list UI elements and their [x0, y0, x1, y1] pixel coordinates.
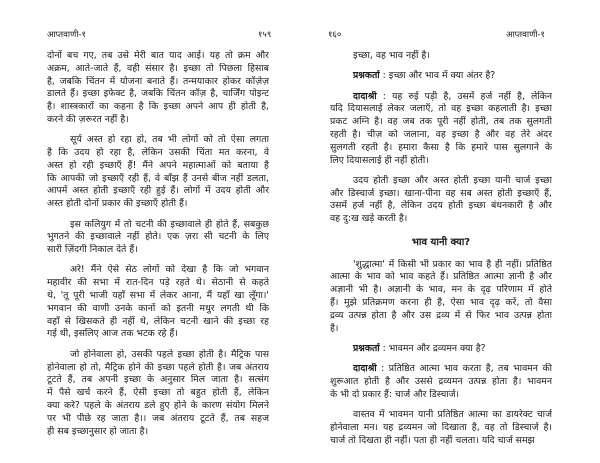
paragraph [330, 175, 552, 226]
text-line: कि आपकी जो इच्छाएँ रही हैं, वे बाँझ हैं उनसे बीज नहीं डलता, [47, 172, 269, 184]
text-line: होनेवाला मन। यह द्रव्यमन जो दिखाता है, वह तो डिस्चार्ज है। [330, 421, 552, 433]
text-line: इच्छा, वह भाव नहीं है। [353, 50, 430, 61]
text-line: टूटते हैं, तब अपनी इच्छा के अनुसार मिल जाता है। सत्संग [47, 374, 269, 386]
text-line: इस कलियुग में तो चटनी की इच्छावाले ही होते हैं, सबकुछ [70, 218, 269, 230]
text-line: वह दु:ख खड़े करती है। [330, 213, 408, 225]
text-line: है। [330, 322, 339, 334]
text-line: शुरूआत होती है और उससे द्रव्यमन उत्पन्न होता है। भावमन [330, 375, 552, 387]
text-line: जो होनेवाला हो, उसकी पहले इच्छा होती है। मैट्रिक पास [70, 348, 269, 360]
text-line: प्रकट अग्नि है। वह जब तक पूरी नहीं होती, तब तक सुलगती [330, 116, 552, 128]
running-title: आप्तवाणी-१ [506, 30, 545, 40]
text-line: आत्मा के भाव को भाव कहते हैं। प्रतिष्ठित आत्मा ज्ञानी है और [330, 271, 552, 283]
text-line: भुगतने की इच्छावाले नहीं होते। एक ज़रा सी चटनी के लिए [47, 231, 269, 243]
right-page [300, 0, 600, 463]
text-line: थे, 'तू पूरी भाजी यहाँ सभा में लेकर आना, मैं यहाँ खा लूँगा।' [47, 290, 269, 302]
text-line: अक्रम, आते-जाते हैं, वही संसार है। इच्छा तो पिछला हिसाब [47, 62, 269, 74]
text-line: हैं। मुझे प्रतिक्रमण करना ही है, ऐसा भाव दृढ़ करें, तो वैसा [330, 296, 552, 308]
text-line: अस्त हो रही इच्छाएँ हैं! मैंने अपने महात्माओं को बताया है [47, 159, 269, 171]
text-line: होनेवाला हो तो, मैट्रिक होने की इच्छा पहले होती है। जब अंतराय [47, 361, 269, 373]
text-line: ही सब इच्छानुसार हो जाता है। [47, 425, 149, 437]
dialogue-paragraph [330, 343, 552, 356]
text-line: है कि उदय हो रहा है, लेकिन उसकी चिंता मत करना, वे [47, 147, 269, 159]
paragraph [47, 219, 269, 257]
page-number: १६० [328, 30, 342, 40]
text-line: सूर्य अस्त हो रहा हो, तब भी लोगों को तो ऐसा लगता [70, 134, 269, 146]
text-line: पर भी पीछे रह जाता है।। जब अंतराय टूटते हैं, तब सहज [47, 412, 269, 424]
text-line: उसमें हर्ज नहीं है, लेकिन उदय होती इच्छा बंधनकारी है और [330, 200, 552, 212]
text-line: दोनों बच गए, तब उसे मेरी बात याद आई। यह तो क्रम और [47, 50, 269, 61]
paragraph [47, 264, 269, 341]
text-line: क्या करे? पहले के अंतराय डले हुए होने के कारण संयोग मिलने [47, 399, 269, 411]
paragraph [47, 50, 269, 127]
paragraph [330, 259, 552, 336]
text-line: रहती है। चीज़ को जलाना, वह इच्छा है और वह तेरे अंदर [330, 128, 552, 140]
text-line: आपमें अस्त होती इच्छाएँ रही हुई हैं। लोगों में उदय होती और [47, 185, 269, 197]
section-heading: भाव यानी क्या? [411, 237, 471, 249]
text-line: प्रश्नकर्ता : भावमन और द्रव्यमन क्या है? [353, 342, 486, 354]
text-line: भगवान की वाणी उनके कानों को इतनी मधुर लगती थी कि [47, 302, 269, 314]
dialogue-paragraph [330, 363, 552, 401]
text-line: दादाश्री : यह रुई पड़ी है, उसमें हर्ज नहीं है, लेकिन [353, 90, 552, 102]
text-line: डालते हैं। इच्छा इफेक्ट है, जबकि चिंतन कॉज़ है, चार्जिंग पोइन्ट [47, 88, 269, 100]
paragraph [330, 409, 552, 447]
speaker-label: दादाश्री [353, 363, 377, 375]
text-line: करने की ज़रूरत नहीं है। [47, 113, 129, 125]
text-line: है, जबकि चिंतन में योजना बनाते हैं। तन्मयाकार होकर कॉज़ेज़ [47, 75, 269, 87]
text-line: महावीर की सभा में रात-दिन पड़े रहते थे। सेठानी से कहते [47, 277, 269, 289]
text-line: और डिस्चार्ज इच्छा। खाना-पीना वह सब अस्त होती इच्छाएँ हैं, [330, 187, 552, 199]
paragraph [47, 134, 269, 211]
text-line: उदय होती इच्छा और अस्त होती इच्छा यानी चार्ज इच्छा [353, 174, 552, 186]
text-line: चार्ज तो दिखता ही नहीं। पता ही नहीं चलता। यदि चार्ज समझ [330, 434, 535, 446]
page-number: १५९ [258, 30, 272, 40]
speaker-label: दादाश्री [353, 90, 377, 102]
text-line: है। शास्त्रकारों का कहना है कि इच्छा अपने आप ही होती है, [47, 101, 269, 113]
page-body [47, 50, 269, 438]
dialogue-paragraph [330, 70, 552, 83]
text-line: यदि दियासलाई लेकर जलाएँ, तो वह इच्छा कहलाती है। इच्छा [330, 103, 552, 115]
text-line: अस्त होती दोनों प्रकार की इच्छाएँ होती हैं। [47, 198, 188, 210]
text-line: 'शुद्धात्मा' में किसी भी प्रकार का भाव है ही नहीं। प्रतिष्ठित [353, 258, 552, 270]
text-line: वहाँ से खिसकते ही नहीं थे, लेकिन चटनी खाने की इच्छा रह [47, 315, 269, 327]
speaker-label: प्रश्नकर्ता [353, 342, 380, 354]
text-line: दादाश्री : प्रतिष्ठित आत्मा भाव करता है, तब भावमन की [353, 363, 552, 375]
text-line: सारी ज़िंदगी निकाल देते हैं। [47, 244, 138, 256]
text-line: वास्तव में भावमन यानी प्रतिष्ठित आत्मा का डायरेक्ट चार्ज [353, 409, 552, 421]
speaker-label: प्रश्नकर्ता [353, 70, 380, 82]
text-line: के भी दो प्रकार हैं: चार्ज और डिस्चार्ज। [330, 388, 460, 400]
text-line: द्रव्य उत्पन्न होता है और उस द्रव्य में से फिर भाव उत्पन्न होता [330, 309, 552, 321]
text-line: अरे! मैंने ऐसे सेठ लोगों को देखा है कि जो भगवान [70, 264, 269, 276]
paragraph [47, 349, 269, 439]
text-line: लिए दियासलाई ही नहीं होती। [330, 154, 429, 166]
page-body [330, 50, 552, 447]
running-title: आप्तवाणी-१ [47, 30, 86, 40]
text-line: अज्ञानी भी है। अज्ञानी के भाव, मन के दृढ़ परिणाम में होते [330, 284, 552, 296]
dialogue-paragraph [330, 91, 552, 168]
text-line: में पैसे खर्च करने हैं, ऐसी इच्छा तो बहुत होती हैं, लेकिन [47, 387, 269, 399]
text-line: सुलगती रहती है। हमारा कैसा है कि हमारे पास सुलगाने के [330, 141, 552, 153]
text-line: गई थी, इसलिए आज तक भटक रहे हैं। [47, 328, 178, 340]
text-line: प्रश्नकर्ता : इच्छा और भाव में क्या अंतर है? [353, 70, 496, 82]
paragraph [330, 50, 552, 63]
